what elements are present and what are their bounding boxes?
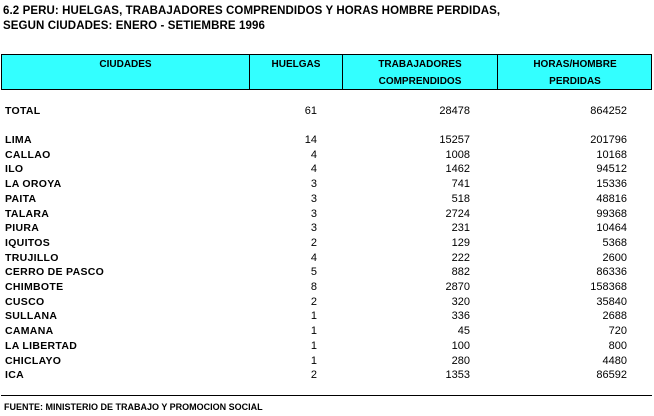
row-city: IQUITOS (5, 236, 51, 249)
row-trabajadores: 518 (451, 192, 470, 205)
row-horas: 35840 (596, 295, 627, 308)
table-row (0, 339, 654, 353)
row-trabajadores: 1008 (445, 148, 470, 161)
row-trabajadores: 320 (451, 295, 470, 308)
table-row (0, 133, 654, 147)
row-horas: 5368 (602, 236, 627, 249)
row-city: TOTAL (5, 105, 41, 117)
row-trabajadores: 336 (451, 310, 470, 323)
row-trabajadores: 231 (451, 222, 470, 235)
header-trabajadores (343, 55, 498, 89)
row-city: ILO (5, 163, 24, 176)
row-horas: 4480 (602, 354, 627, 367)
row-trabajadores: 2724 (445, 207, 470, 220)
row-city: CERRO DE PASCO (5, 266, 105, 279)
row-city: CALLAO (5, 148, 51, 161)
row-city: PAITA (5, 192, 37, 205)
row-horas: 94512 (596, 163, 627, 176)
row-city: LA OROYA (5, 178, 62, 191)
row-trabajadores: 1462 (445, 163, 470, 176)
row-huelgas: 3 (310, 222, 317, 235)
row-horas: 201796 (590, 134, 627, 146)
header-ciudades-label: CIUDADES (99, 59, 152, 70)
table-row (0, 265, 654, 279)
row-city: LIMA (5, 134, 32, 146)
header-huelgas (250, 55, 343, 89)
row-trabajadores: 222 (451, 251, 470, 264)
table-row (0, 309, 654, 323)
table-title-line-1: 6.2 PERU: HUELGAS, TRABAJADORES COMPRENDIDOS Y HORAS HOMBRE PERDIDAS, (3, 5, 501, 17)
row-huelgas: 4 (310, 148, 317, 161)
row-horas: 10168 (596, 148, 627, 161)
row-huelgas: 14 (304, 134, 317, 146)
row-huelgas: 3 (310, 178, 317, 191)
row-trabajadores: 1353 (445, 369, 470, 382)
table-row (0, 148, 654, 162)
row-huelgas: 3 (310, 192, 317, 205)
row-city: CHIMBOTE (5, 281, 64, 293)
row-huelgas: 1 (310, 310, 317, 323)
row-horas: 15336 (596, 178, 627, 191)
table-row (0, 207, 654, 221)
row-horas: 158368 (590, 281, 627, 293)
row-trabajadores: 882 (451, 266, 470, 279)
row-city: ICA (5, 369, 24, 382)
row-horas: 720 (608, 325, 627, 338)
footer-divider (1, 395, 652, 396)
row-horas: 86336 (596, 266, 627, 279)
row-trabajadores: 2870 (445, 281, 470, 293)
row-huelgas: 2 (310, 295, 317, 308)
table-row (0, 236, 654, 250)
row-city: CAMANA (5, 325, 54, 338)
row-trabajadores: 280 (451, 354, 470, 367)
header-horas (498, 55, 652, 89)
row-trabajadores: 741 (451, 178, 470, 191)
row-city: CHICLAYO (5, 354, 62, 367)
row-trabajadores: 100 (451, 339, 470, 352)
table-row (0, 162, 654, 176)
table-row (0, 251, 654, 265)
row-horas: 99368 (596, 207, 627, 220)
source-note: FUENTE: MINISTERIO DE TRABAJO Y PROMOCION SOCIAL (4, 402, 263, 412)
header-horas-line-1: HORAS/HOMBRE (533, 59, 617, 70)
row-trabajadores: 15257 (439, 134, 470, 146)
row-horas: 86592 (596, 369, 627, 382)
header-ciudades (2, 55, 250, 89)
table-row-total (0, 104, 654, 118)
table-row (0, 221, 654, 235)
row-horas: 48816 (596, 192, 627, 205)
row-horas: 864252 (590, 105, 627, 117)
row-trabajadores: 45 (457, 325, 470, 338)
row-horas: 2688 (602, 310, 627, 323)
row-huelgas: 1 (310, 339, 317, 352)
table-row (0, 192, 654, 206)
row-horas: 800 (608, 339, 627, 352)
row-horas: 2600 (602, 251, 627, 264)
row-huelgas: 1 (310, 325, 317, 338)
row-horas: 10464 (596, 222, 627, 235)
table-row (0, 280, 654, 294)
row-city: LA LIBERTAD (5, 339, 78, 352)
header-trabajadores-line-1: TRABAJADORES (378, 59, 462, 70)
header-horas-line-2: PERDIDAS (549, 76, 601, 87)
table-header (1, 54, 652, 90)
table-row (0, 295, 654, 309)
table-row (0, 368, 654, 382)
table-row (0, 177, 654, 191)
header-huelgas-label: HUELGAS (271, 59, 321, 70)
table-title-line-2: SEGUN CIUDADES: ENERO - SETIEMBRE 1996 (3, 20, 265, 32)
row-huelgas: 3 (310, 207, 317, 220)
row-huelgas: 4 (310, 251, 317, 264)
row-huelgas: 2 (310, 369, 317, 382)
row-huelgas: 4 (310, 163, 317, 176)
row-city: TRUJILLO (5, 251, 59, 264)
row-huelgas: 8 (310, 281, 317, 293)
row-city: TALARA (5, 207, 50, 220)
row-huelgas: 5 (310, 266, 317, 279)
row-city: SULLANA (5, 310, 58, 323)
row-trabajadores: 129 (451, 236, 470, 249)
row-huelgas: 1 (310, 354, 317, 367)
row-huelgas: 61 (304, 105, 317, 117)
row-huelgas: 2 (310, 236, 317, 249)
table-row (0, 324, 654, 338)
row-city: CUSCO (5, 295, 45, 308)
row-trabajadores: 28478 (439, 105, 470, 117)
header-trabajadores-line-2: COMPRENDIDOS (378, 76, 462, 87)
table-row (0, 354, 654, 368)
row-city: PIURA (5, 222, 40, 235)
